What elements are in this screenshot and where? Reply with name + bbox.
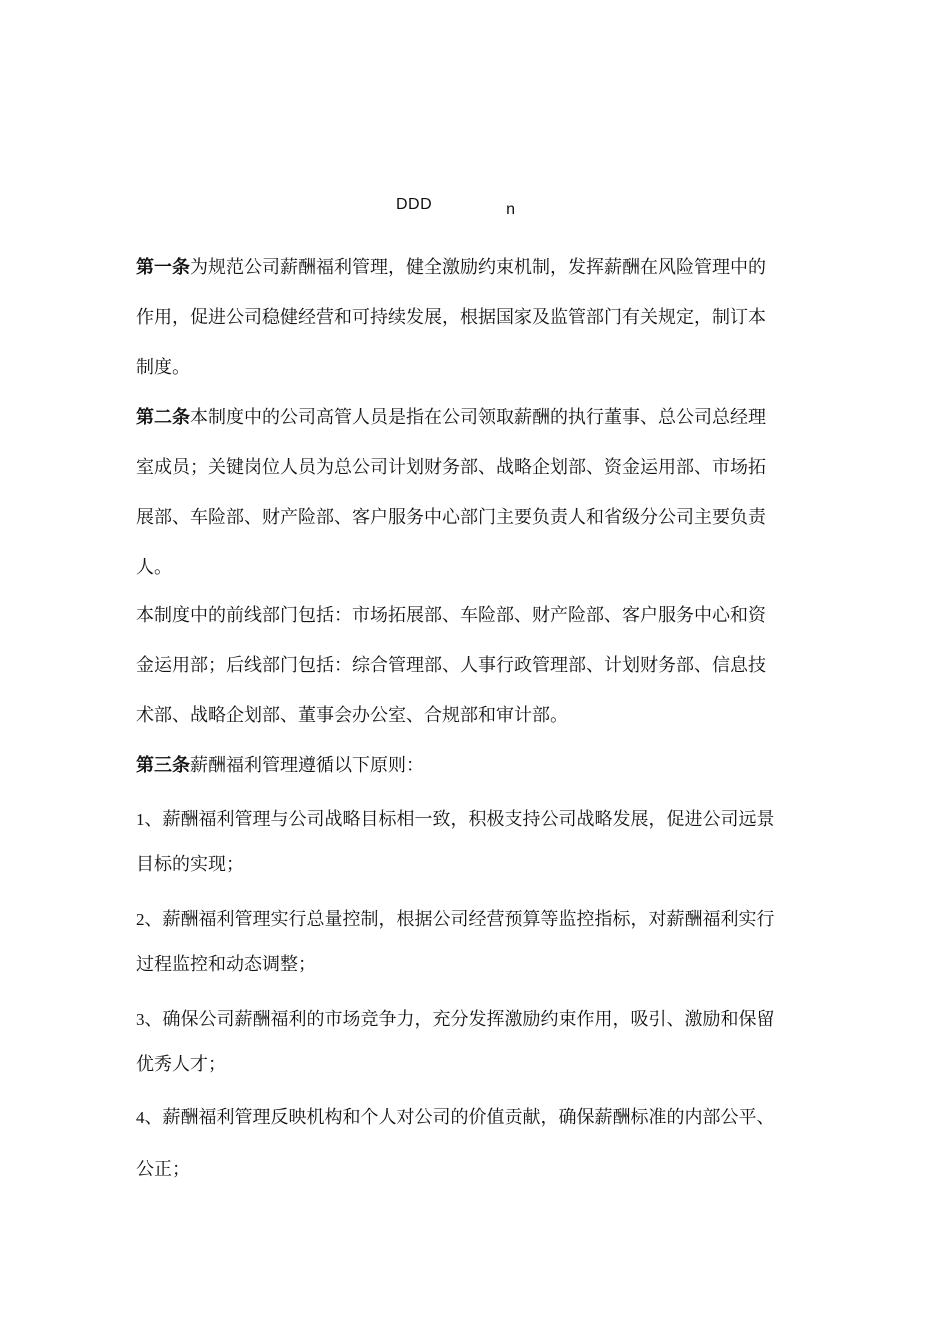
title-text-a: DDD bbox=[396, 196, 433, 213]
item-number: 1 bbox=[136, 810, 145, 829]
principle-item-2: 2、薪酬福利管理实行总量控制，根据公司经营预算等监控指标，对薪酬福利实行 过程监控和动态调整； bbox=[136, 909, 775, 975]
article-1-line-3: 制度。 bbox=[136, 357, 190, 378]
article-1-line-2: 作用，促进公司稳健经营和可持续发展，根据国家及监管部门有关规定，制订本 bbox=[136, 307, 766, 328]
principle-item-3: 3、确保公司薪酬福利的市场竞争力，充分发挥激励约束作用，吸引、激励和保留 优秀人才； bbox=[136, 1009, 775, 1075]
article-2-line-1: 第二条本制度中的公司高管人员是指在公司领取薪酬的执行董事、总公司总经理 bbox=[136, 407, 766, 428]
principle-item-4: 4、薪酬福利管理反映机构和个人对公司的价值贡献，确保薪酬标准的内部公平、 公正； bbox=[136, 1107, 775, 1180]
departments-line-3: 术部、战略企划部、董事会办公室、合规部和审计部。 bbox=[136, 705, 568, 726]
item-number: 2 bbox=[136, 910, 145, 929]
article-2-line-3: 展部、车险部、财产险部、客户服务中心部门主要负责人和省级分公司主要负责 bbox=[136, 507, 766, 528]
article-3 bbox=[136, 741, 826, 791]
article-1 bbox=[136, 243, 826, 393]
article-2-line-4: 人。 bbox=[136, 557, 172, 578]
article-2 bbox=[136, 393, 826, 593]
departments-line-1: 本制度中的前线部门包括：市场拓展部、车险部、财产险部、客户服务中心和资 bbox=[136, 605, 766, 626]
document-title bbox=[396, 196, 516, 218]
article-3-line-1: 第三条薪酬福利管理遵循以下原则： bbox=[136, 755, 424, 776]
article-3-label: 第三条 bbox=[136, 755, 190, 776]
article-1-label: 第一条 bbox=[136, 257, 190, 278]
departments-line-2: 金运用部；后线部门包括：综合管理部、人事行政管理部、计划财务部、信息技 bbox=[136, 655, 766, 676]
article-1-line-1: 第一条为规范公司薪酬福利管理，健全激励约束机制，发挥薪酬在风险管理中的 bbox=[136, 257, 766, 278]
principle-item-1: 1、薪酬福利管理与公司战略目标相一致，积极支持公司战略发展，促进公司远景 目标的实现； bbox=[136, 809, 775, 875]
title-text-b: n bbox=[506, 201, 516, 218]
item-number: 3 bbox=[136, 1010, 145, 1029]
article-2-label: 第二条 bbox=[136, 407, 190, 428]
article-2-line-2: 室成员；关键岗位人员为总公司计划财务部、战略企划部、资金运用部、市场拓 bbox=[136, 457, 766, 478]
item-number: 4 bbox=[136, 1108, 145, 1127]
departments-paragraph bbox=[136, 591, 826, 741]
